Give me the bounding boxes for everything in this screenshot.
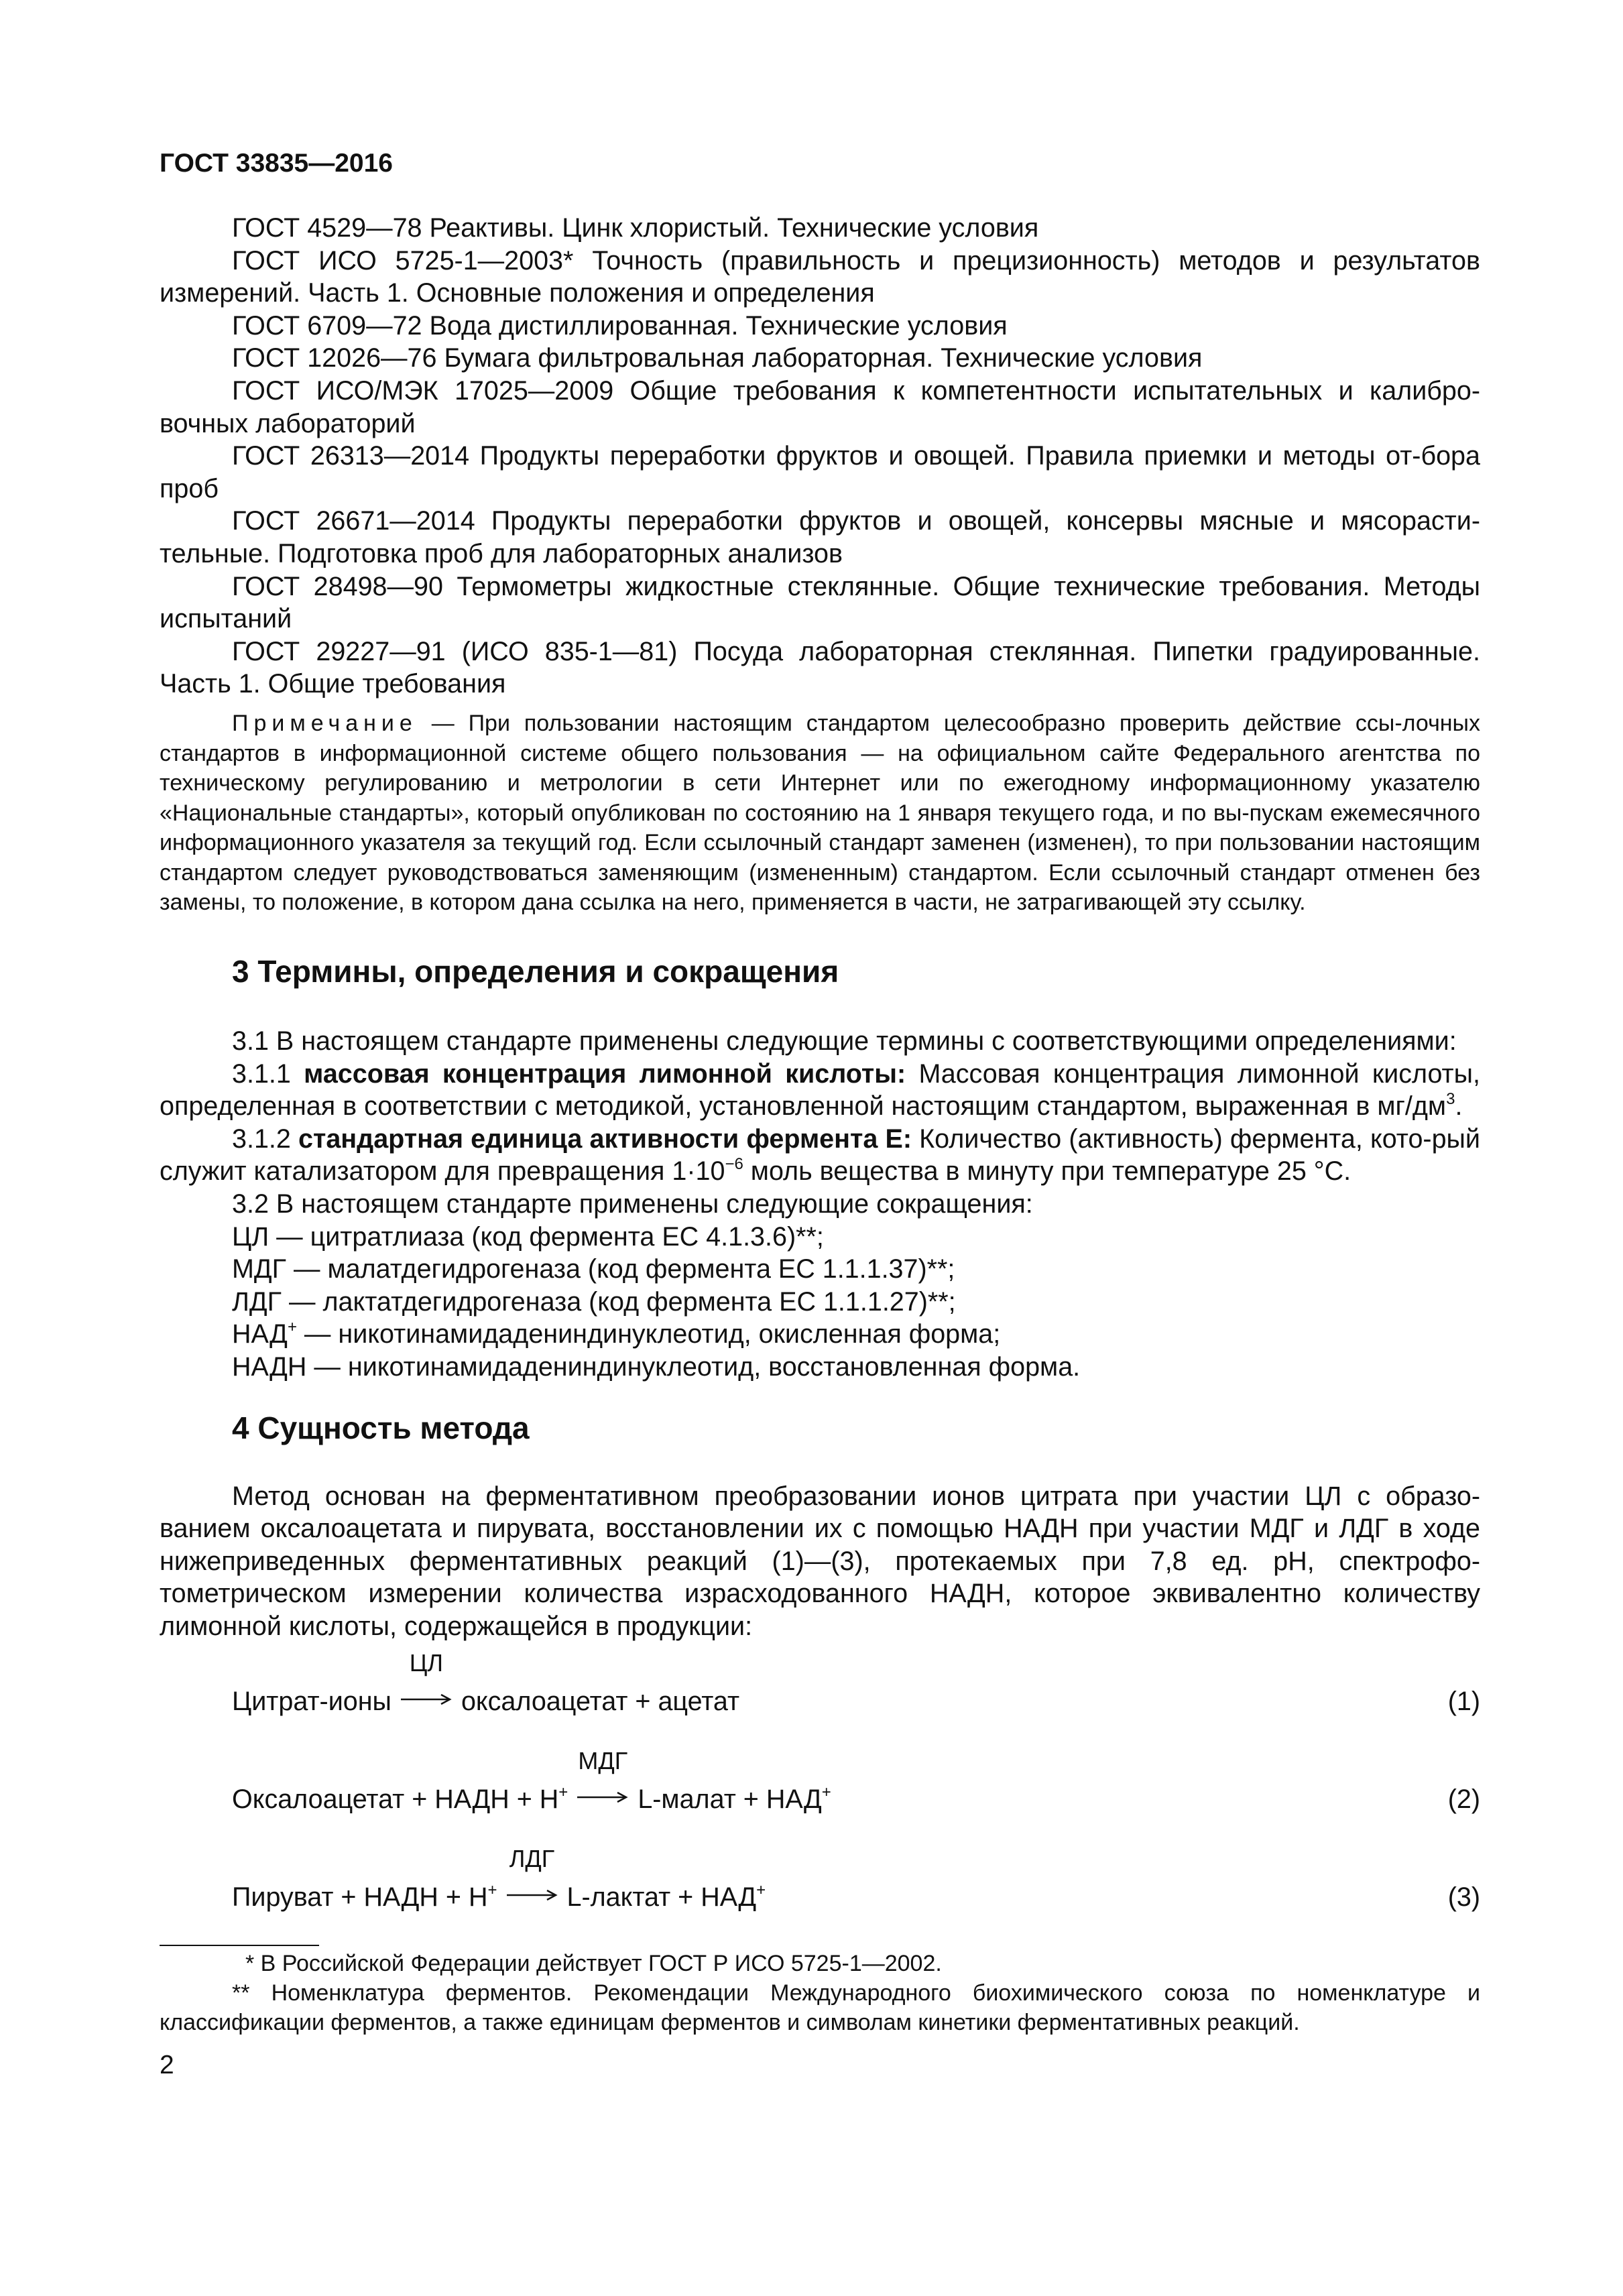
abbreviation-item: НАДН — никотинамидадениндинуклеотид, восстановленная форма. <box>232 1352 1081 1382</box>
equation-1 <box>160 1643 1480 1732</box>
paragraph-3-2: 3.2 В настоящем стандарте применены следующие сокращения: <box>232 1189 1033 1219</box>
normative-references <box>160 212 1480 701</box>
paragraph-3-1-1 <box>160 1058 1480 1123</box>
definition: Количество (активность) фермента, кото-рый служит катализатором для превращения 1·10 <box>160 1124 1480 1187</box>
superscript: + <box>287 1318 297 1337</box>
reaction-arrow-icon <box>577 1746 628 1804</box>
paragraph-3-1-2 <box>160 1123 1480 1188</box>
paragraph-3-1: 3.1 В настоящем стандарте применены следующие термины с соответствующими определениями: <box>232 1026 1457 1056</box>
term: стандартная единица активности фермента E: <box>298 1124 912 1154</box>
section-4-title: 4 Сущность метода <box>232 1410 530 1445</box>
document-page <box>160 147 1480 2081</box>
clause-number: 3.1.1 <box>232 1059 304 1089</box>
footnote-2: ** Номенклатура ферментов. Рекомендации Международного биохимического союза по номенклатуре и классификации ферментов, а также единицам ферментов и символам кинетики ферментативных реакций. <box>160 1980 1480 2035</box>
equation-left: Цитрат-ионы <box>232 1686 392 1716</box>
definition-end: моль вещества в минуту при температуре 25 °C. <box>743 1156 1351 1187</box>
ref-item: ГОСТ 4529—78 Реактивы. Цинк хлористый. Технические условия <box>232 213 1039 243</box>
ref-item: ГОСТ 12026—76 Бумага фильтровальная лабораторная. Технические условия <box>232 343 1203 373</box>
superscript: + <box>558 1783 568 1801</box>
enzyme-label: ЛДГ <box>509 1844 555 1872</box>
superscript: 3 <box>1446 1090 1455 1109</box>
ref-item: ГОСТ 29227—91 (ИСО 835-1—81) Посуда лабораторная стеклянная. Пипетки градуированные. Часть 1. Общие требования <box>160 636 1480 699</box>
abbreviation-item <box>160 1318 1480 1351</box>
section-4-text: Метод основан на ферментативном преобразовании ионов цитрата при участии ЦЛ с образо-ванием оксалоацетата и пирувата, восстановлении их с помощью НАДН при участии МДГ и ЛДГ в ходе нижеприведенных ферментативных реакций (1)—(3), протекаемых при 7,8 ед. pH, спектрофо-тометрическом измерении количества израсходованного НАДН, которое эквивалентно количеству лимонной кислоты, содержащейся в продукции: <box>160 1481 1480 1641</box>
abbr-definition: — никотинамидадениндинуклеотид, окисленная форма; <box>296 1319 1001 1349</box>
equation-3 <box>160 1829 1480 1927</box>
reaction-arrow-icon <box>507 1844 558 1902</box>
ref-item: ГОСТ ИСО/МЭК 17025—2009 Общие требования к компетентности испытательных и калибро-вочных лабораторий <box>160 375 1480 438</box>
equation-right: L-лактат + НАД <box>566 1882 757 1912</box>
abbreviation-item: ЛДГ — лактатдегидрогеназа (код фермента EC 1.1.1.27)**; <box>232 1286 956 1317</box>
equation-number: (2) <box>1447 1784 1480 1814</box>
note-text: — При пользовании настоящим стандартом целесообразно проверить действие ссы-лочных стандартов в информационной системе общего пользования — на официальном сайте Федерального агентства по техническому регулированию и метрологии в сети Интернет или по ежегодному информационному указателю «Национальные стандарты», который опубликован по состоянию на 1 января текущего года, и по вы-пускам ежемесячного информационного указателя за текущий год. Если ссылочный стандарт заменен (изменен), то при пользовании настоящим стандартом следует руководствоваться заменяющим (измененным) стандартом. Если ссылочный стандарт отменен без замены, то положение, в котором дана ссылка на него, применяется в части, не затрагивающей эту ссылку. <box>160 710 1480 916</box>
clause-number: 3.1.2 <box>232 1124 298 1154</box>
equation-number: (1) <box>1447 1686 1480 1716</box>
equation-right: оксалоацетат + ацетат <box>461 1686 740 1716</box>
equation-right: L-малат + НАД <box>638 1784 822 1814</box>
enzyme-label: ЦЛ <box>409 1648 444 1677</box>
footnote-1: * В Российской Федерации действует ГОСТ Р ИСО 5725-1—2002. <box>245 1950 942 1976</box>
period: . <box>1455 1091 1463 1122</box>
equation-2 <box>160 1732 1480 1829</box>
note-label: Примечание <box>232 710 418 736</box>
document-header: ГОСТ 33835—2016 <box>160 149 393 178</box>
note-paragraph <box>160 709 1480 918</box>
abbr-term: НАД <box>232 1319 288 1349</box>
ref-item: ГОСТ 26313—2014 Продукты переработки фруктов и овощей. Правила приемки и методы от-бора проб <box>160 441 1480 503</box>
footnote-divider <box>160 1945 319 1946</box>
enzyme-label: МДГ <box>578 1746 628 1774</box>
reaction-arrow-icon <box>401 1648 452 1706</box>
superscript: + <box>487 1880 497 1899</box>
page-number: 2 <box>160 2050 174 2079</box>
section-3-title: 3 Термины, определения и сокращения <box>232 954 839 989</box>
superscript: + <box>756 1880 766 1899</box>
abbreviation-item: ЦЛ — цитратлиаза (код фермента EC 4.1.3.6)**; <box>232 1221 824 1252</box>
abbreviation-item: МДГ — малатдегидрогеназа (код фермента EC 1.1.1.37)**; <box>232 1254 955 1284</box>
ref-item: ГОСТ 6709—72 Вода дистиллированная. Технические условия <box>232 310 1008 341</box>
section-3-body <box>160 1025 1480 1384</box>
equation-left: Оксалоацетат + НАДН + Н <box>232 1784 559 1814</box>
ref-item: ГОСТ 28498—90 Термометры жидкостные стеклянные. Общие технические требования. Методы испытаний <box>160 571 1480 634</box>
term: массовая концентрация лимонной кислоты: <box>304 1059 906 1089</box>
equation-left: Пируват + НАДН + Н <box>232 1882 488 1912</box>
superscript: + <box>821 1783 831 1801</box>
ref-item: ГОСТ 26671—2014 Продукты переработки фруктов и овощей, консервы мясные и мясорасти-тельные. Подготовка проб для лабораторных анализов <box>160 506 1480 568</box>
superscript: −6 <box>725 1155 743 1174</box>
equation-number: (3) <box>1447 1882 1480 1912</box>
definition: Массовая концентрация лимонной кислоты, определенная в соответствии с методикой, установленной настоящим стандартом, выраженная в мг/дм <box>160 1059 1481 1122</box>
ref-item: ГОСТ ИСО 5725-1—2003* Точность (правильность и прецизионность) методов и результатов измерений. Часть 1. Основные положения и определения <box>160 245 1480 308</box>
